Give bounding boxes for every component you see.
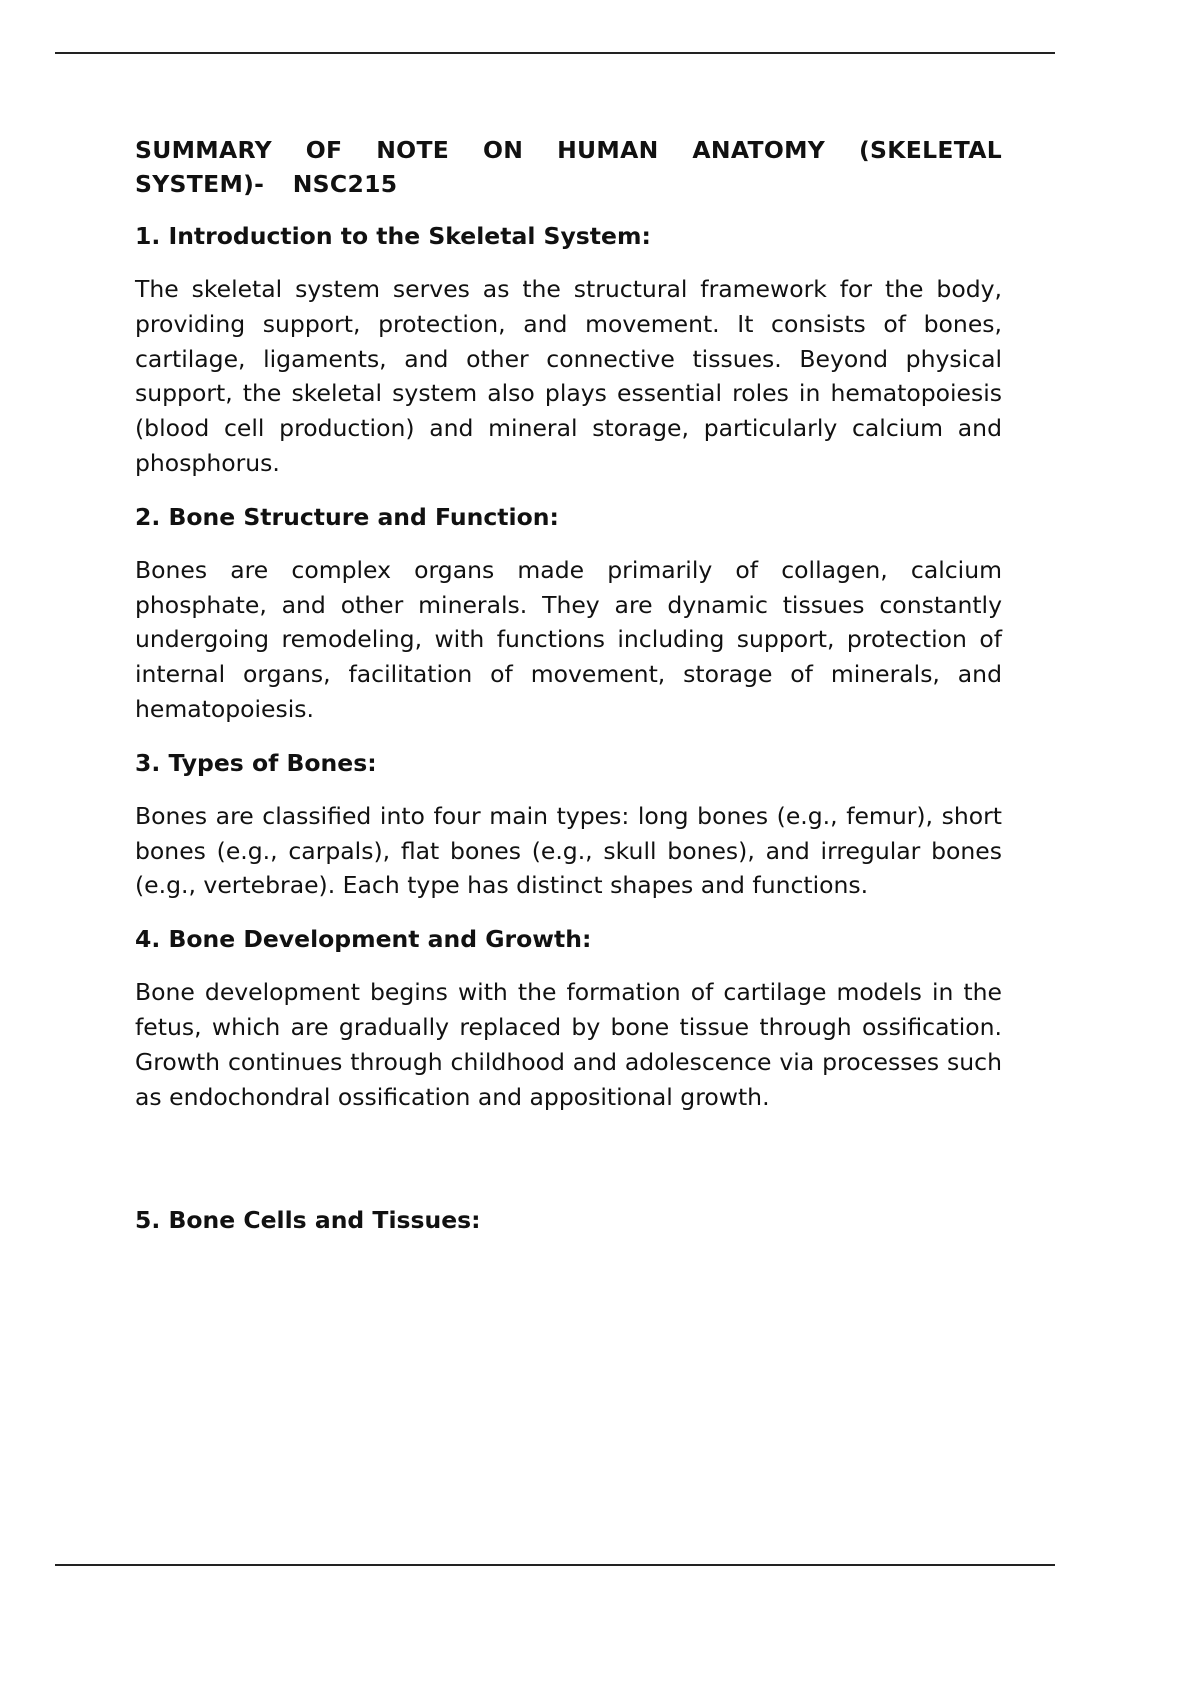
blank-space [135,1133,1002,1203]
section-heading-introduction: 1. Introduction to the Skeletal System: [135,222,651,250]
footer-rule [55,1564,1055,1566]
section-body-bone-development: Bone development begins with the formation of cartilage models in the fetus, which are gradually replaced by bone tissue through ossification. Growth continues through childhood and adolescence via processes such as endochondral ossification and appositional growth. [135,978,1002,1111]
document-body [135,133,1002,1256]
section-heading-bone-structure: 2. Bone Structure and Function: [135,502,559,531]
section-body-bone-structure: Bones are complex organs made primarily of collagen, calcium phosphate, and other minerals. They are dynamic tissues constantly undergoing remodeling, with functions including support, protection of internal organs, facilitation of movement, storage of minerals, and hematopoiesis. [135,555,1002,723]
section-body-types-of-bones: Bones are classified into four main types: long bones (e.g., femur), short bones (e.g., carpals), flat bones (e.g., skull bones), and irregular bones (e.g., vertebrae). Each type has distinct shapes and functions. [135,801,1002,900]
section-heading-types-of-bones: 3. Types of Bones: [135,748,377,777]
section-heading-bone-development: 4. Bone Development and Growth: [135,925,592,954]
header-rule [55,52,1055,54]
document-title: SUMMARY OF NOTE ON HUMAN ANATOMY (SKELETAL SYSTEM)- NSC215 [135,136,1002,198]
section-body-introduction: The skeletal system serves as the structural framework for the body, providing support, protection, and movement. It consists of bones, cartilage, ligaments, and other connective tissues. Beyond physical support, the skeletal system also plays essential roles in hematopoiesis (blood cell production) and mineral storage, particularly calcium and phosphorus. [135,275,1002,477]
section-heading-bone-cells: 5. Bone Cells and Tissues: [135,1206,481,1235]
